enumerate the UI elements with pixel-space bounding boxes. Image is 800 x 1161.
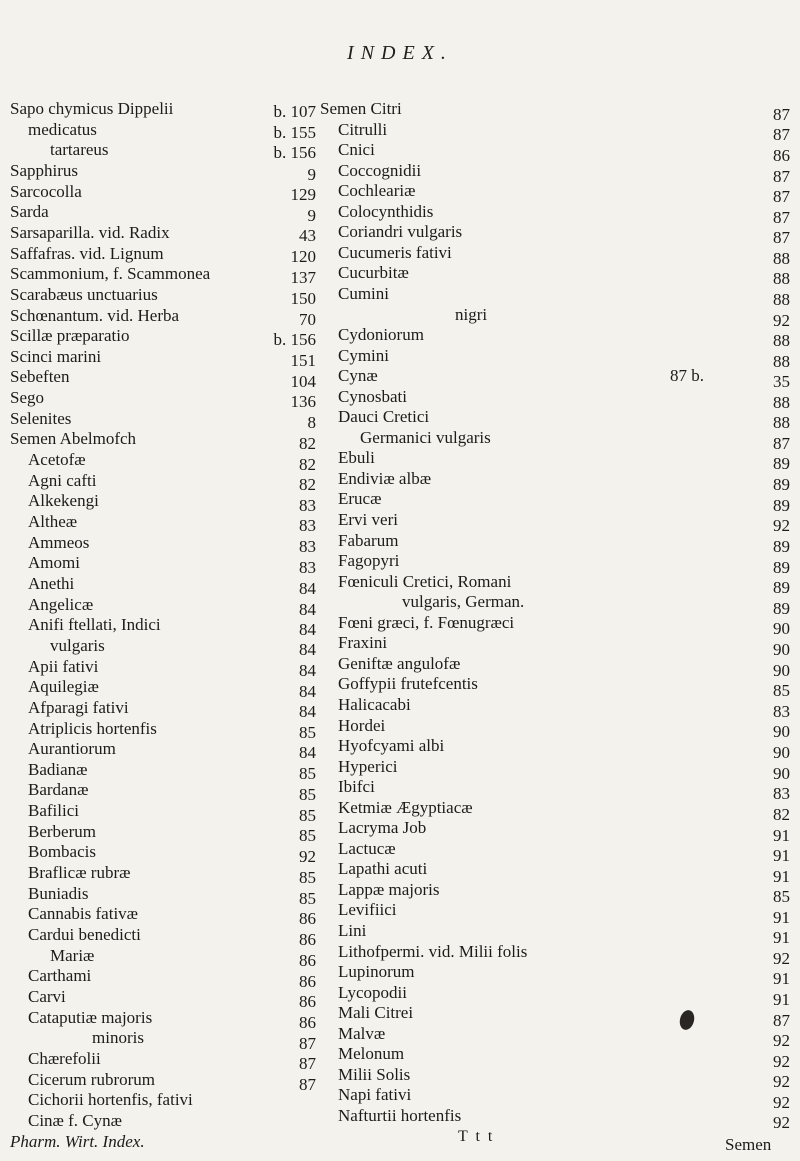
page-number: 83	[299, 516, 316, 535]
page-number: 89	[773, 558, 790, 577]
index-entry: Ibifci	[338, 777, 375, 797]
page-number: 83	[773, 702, 790, 721]
index-entry: tartareus	[50, 140, 109, 160]
page-number: 84	[299, 600, 316, 619]
index-entry: Acetofæ	[28, 450, 86, 470]
page-number: 88	[773, 352, 790, 371]
index-entry: Alkekengi	[28, 491, 99, 511]
page-number: 85	[299, 723, 316, 742]
page-number: 85	[299, 785, 316, 804]
index-entry: Cnici	[338, 140, 375, 160]
ink-blot-icon	[678, 1009, 697, 1032]
page-number: 92	[773, 1093, 790, 1112]
index-entry: Ketmiæ Ægyptiacæ	[338, 797, 473, 817]
page-number: 82	[299, 455, 316, 474]
index-entry: Citrulli	[338, 119, 388, 139]
page-number: 90	[773, 722, 790, 741]
index-entry: Cannabis fativæ	[28, 904, 139, 924]
index-entry: Lini	[338, 921, 367, 940]
page-number: 129	[290, 185, 316, 204]
page-number: 91	[773, 908, 790, 927]
page-number: 89	[773, 454, 790, 473]
page-number: b. 156	[273, 143, 316, 162]
index-entry: Cumini	[338, 283, 390, 303]
index-entry: Fœniculi Cretici, Romani	[338, 571, 512, 591]
page-number: 87	[773, 228, 790, 247]
page-header: INDEX.	[347, 42, 453, 64]
index-entry: Buniadis	[28, 883, 89, 903]
page-number: 92	[773, 1113, 790, 1132]
page-number: 92	[773, 949, 790, 968]
page-number: b. 155	[273, 123, 316, 142]
page-number: 91	[773, 867, 790, 886]
page-number: 90	[773, 640, 790, 659]
catchword: Semen	[725, 1135, 772, 1154]
index-entry: Fraxini	[338, 633, 388, 653]
index-entry: Atriplicis hortenfis	[28, 718, 157, 738]
page-number: b. 107	[273, 102, 316, 121]
index-entry: Scinci marini	[10, 346, 102, 366]
page-number: 86	[299, 951, 316, 970]
index-entry: Germanici vulgaris	[360, 427, 491, 447]
index-entry: Cochleariæ	[338, 181, 416, 201]
page-number: 87	[773, 434, 790, 453]
index-entry: Lappæ majoris	[338, 879, 440, 899]
page-number: 89	[773, 475, 790, 494]
index-entry: Cydoniorum	[338, 325, 424, 345]
page-number: 89	[773, 599, 790, 618]
page-number: 82	[299, 434, 316, 453]
page-number: 70	[299, 310, 316, 329]
index-entry: Mali Citrei	[338, 1003, 414, 1023]
page-number: 84	[299, 682, 316, 701]
page-number: 85	[299, 806, 316, 825]
page-number: 84	[299, 640, 316, 659]
page-number: 91	[773, 990, 790, 1009]
page-number: 85	[299, 889, 316, 908]
index-entry: Colocynthidis	[338, 201, 434, 221]
page-number: 88	[773, 269, 790, 288]
page-number: 88	[773, 249, 790, 268]
page-number: 89	[773, 537, 790, 556]
index-entry: Semen Citri	[320, 99, 402, 118]
index-entry: vulgaris	[50, 635, 105, 655]
page-number: 120	[290, 247, 316, 266]
index-entry: Lactucæ	[338, 838, 396, 858]
signature-mark: T t t	[458, 1128, 495, 1145]
index-entry: Melonum	[338, 1044, 405, 1064]
page-number: 86	[299, 992, 316, 1011]
page-number: 85	[773, 887, 790, 906]
page-number: 84	[299, 661, 316, 680]
index-entry: Coccognidii	[338, 160, 422, 180]
index-entry: Fagopyri	[338, 551, 400, 571]
index-entry: Cichorii hortenfis, fativi	[28, 1090, 193, 1110]
index-entry: Schœnantum. vid. Herba	[10, 305, 180, 325]
index-entry: Badianæ	[28, 759, 88, 779]
index-entry: Altheæ	[28, 512, 78, 531]
page-number: 9	[307, 165, 316, 184]
page-number: 90	[773, 619, 790, 638]
index-entry: Hyofcyami albi	[338, 736, 445, 756]
index-entry: Hordei	[338, 715, 386, 735]
page-number: 151	[290, 351, 316, 370]
page-number: 85	[299, 826, 316, 845]
page-number: 89	[773, 578, 790, 597]
index-entry: medicatus	[28, 119, 97, 139]
index-entry: Napi fativi	[338, 1085, 412, 1105]
page-number: 91	[773, 846, 790, 865]
index-entry: Cucumeris fativi	[338, 242, 452, 262]
page-number: 87	[299, 1054, 316, 1073]
page-number: 136	[290, 392, 316, 411]
index-entry: Lithofpermi. vid. Milii folis	[338, 941, 528, 961]
page-number: 90	[773, 661, 790, 680]
footer-title: Pharm. Wirt. Index.	[10, 1131, 145, 1151]
page-number: 88	[773, 290, 790, 309]
page-number: 88	[773, 413, 790, 432]
page-number: 90	[773, 743, 790, 762]
page-number: 87	[773, 187, 790, 206]
index-entry: Cataputiæ majoris	[28, 1007, 153, 1027]
page-number: 92	[773, 1031, 790, 1050]
page-number: 84	[299, 743, 316, 762]
page-number: 91	[773, 826, 790, 845]
page-number: 87	[773, 1011, 790, 1030]
index-entry: Afparagi fativi	[28, 697, 129, 717]
index-entry: Malvæ	[338, 1023, 386, 1043]
page-number: 92	[773, 1052, 790, 1071]
index-entry: Sebeften	[10, 367, 70, 387]
index-entry: Goffypii frutefcentis	[338, 674, 478, 694]
index-entry: nigri	[455, 304, 488, 324]
page-number: 92	[773, 311, 790, 330]
page-number: 89	[773, 496, 790, 515]
index-entry: Bardanæ	[28, 780, 89, 800]
index-entry: Anethi	[28, 573, 75, 593]
index-entry: Bombacis	[28, 842, 96, 862]
index-entry: Halicacabi	[338, 694, 411, 714]
page-number: 43	[299, 226, 316, 245]
page-number: 9	[307, 206, 316, 225]
page-number: 150	[290, 289, 316, 308]
page-number: 35	[773, 372, 790, 391]
page-number: 90	[773, 764, 790, 783]
index-entry: Dauci Cretici	[338, 407, 430, 427]
page-number: 92	[299, 847, 316, 866]
index-entry: Sarcocolla	[10, 181, 82, 201]
index-entry: Carthami	[28, 966, 92, 986]
index-entry: Geniftæ angulofæ	[338, 653, 461, 673]
index-entry: Ammeos	[28, 532, 90, 552]
page-number: 88	[773, 393, 790, 412]
index-entry: Braflicæ rubræ	[28, 863, 131, 883]
index-entry: Cinæ f. Cynæ	[28, 1110, 122, 1130]
index-entry: Scammonium, f. Scammonea	[10, 264, 211, 284]
index-entry: Carvi	[28, 986, 66, 1006]
index-entry: Fœni græci, f. Fœnugræci	[338, 612, 515, 632]
page-number: 137	[290, 268, 316, 287]
index-entry: Ervi veri	[338, 510, 398, 529]
index-entry: Milii Solis	[338, 1064, 411, 1084]
index-entry: Scillæ præparatio	[10, 326, 130, 346]
page-number: 83	[299, 558, 316, 577]
index-entry: Lycopodii	[338, 982, 407, 1002]
index-entry: Sapphirus	[10, 160, 78, 180]
page-number: 86	[299, 972, 316, 991]
index-entry: Ebuli	[338, 448, 375, 468]
index-entry: Cynosbati	[338, 386, 407, 406]
index-entry: Agni cafti	[28, 470, 97, 490]
index-entry: minoris	[92, 1028, 144, 1048]
index-entry: Cucurbitæ	[338, 263, 409, 283]
page-number: 87	[299, 1075, 316, 1094]
page-number: 87	[299, 1034, 316, 1053]
index-entry: Sego	[10, 388, 44, 408]
index-entry: Aurantiorum	[28, 739, 116, 759]
index-entry: Sarda	[10, 202, 49, 222]
index-entry: Hyperici	[338, 756, 398, 776]
index-entry: Scarabæus unctuarius	[10, 284, 158, 304]
page-number: 104	[290, 372, 316, 391]
index-entry: Aquilegiæ	[28, 677, 99, 697]
page-number: 84	[299, 620, 316, 639]
index-entry: Cynæ	[338, 366, 378, 386]
page-number: 84	[299, 702, 316, 721]
index-entry: vulgaris, German.	[402, 592, 525, 612]
index-entry: Cardui benedicti	[28, 925, 141, 944]
index-entry: Erucæ	[338, 489, 382, 509]
page-number: 87	[773, 167, 790, 186]
page-number: 82	[299, 475, 316, 494]
index-entry: Endiviæ albæ	[338, 468, 432, 488]
index-entry: Sapo chymicus Dippelii	[10, 99, 174, 118]
page-number: 83	[299, 496, 316, 515]
page-number: 85	[773, 681, 790, 700]
index-entry: Lacryma Job	[338, 818, 427, 838]
index-entry: Mariæ	[50, 945, 95, 965]
page-number: 83	[773, 784, 790, 803]
index-entry: Levifiici	[338, 900, 397, 920]
page-number: 8	[307, 413, 316, 432]
page-number: 86	[299, 1013, 316, 1032]
page-number: 83	[299, 537, 316, 556]
index-entry: Coriandri vulgaris	[338, 222, 463, 242]
page-number: 92	[773, 516, 790, 535]
page-number: 86	[299, 930, 316, 949]
page-number: 92	[773, 1072, 790, 1091]
page-number: 86	[773, 146, 790, 165]
index-entry: Semen Abelmofch	[10, 429, 137, 449]
page-number: 91	[773, 969, 790, 988]
index-entry: Lupinorum	[338, 962, 415, 982]
page-number: 85	[299, 764, 316, 783]
page-number: b. 156	[273, 330, 316, 349]
index-entry: Lapathi acuti	[338, 859, 428, 879]
index-entry: Cicerum rubrorum	[28, 1069, 155, 1089]
index-entry: Apii fativi	[28, 656, 99, 676]
index-entry: Bafilici	[28, 801, 79, 821]
index-entry: Saffafras. vid. Lignum	[10, 243, 164, 263]
index-entry: Cymini	[338, 345, 390, 365]
index-entry: Selenites	[10, 408, 72, 428]
page-number: 87	[773, 105, 790, 124]
page-number: 88	[773, 331, 790, 350]
index-entry: Berberum	[28, 821, 96, 841]
index-entry: Amomi	[28, 553, 80, 573]
page-number: 91	[773, 928, 790, 947]
index-entry: Angelicæ	[28, 594, 94, 614]
index-entry: Fabarum	[338, 530, 399, 550]
index-entry: Sarsaparilla. vid. Radix	[10, 222, 170, 242]
page-number: 82	[773, 805, 790, 824]
index-entry: Anifi ftellati, Indici	[28, 615, 161, 635]
page-number: 87	[773, 125, 790, 144]
page-number: 84	[299, 579, 316, 598]
page-number: 85	[299, 868, 316, 887]
page-number: 87	[773, 208, 790, 227]
index-entry: Nafturtii hortenfis	[338, 1105, 462, 1125]
inline-page-number: 87 b.	[670, 366, 704, 386]
index-entry: Chærefolii	[28, 1048, 101, 1068]
page-number: 86	[299, 909, 316, 928]
